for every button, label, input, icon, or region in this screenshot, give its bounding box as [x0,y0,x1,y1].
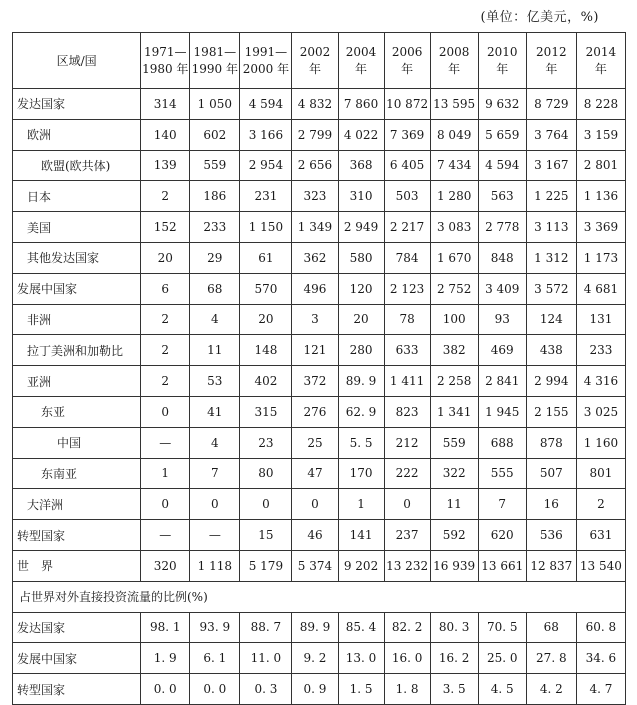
period-header [526,33,576,89]
period-header-line: 年 [355,61,368,76]
table-cell: 2 [141,304,190,335]
table-cell: 3 159 [576,119,625,150]
table-cell: 536 [526,520,576,551]
table-cell: 2 841 [478,366,526,397]
table-cell: 7 [478,489,526,520]
row-label: 中国 [13,427,141,458]
table-cell: 237 [384,520,430,551]
table-cell: 100 [430,304,478,335]
table-cell: 131 [576,304,625,335]
row-label: 世 界 [13,550,141,581]
table-cell: 13 661 [478,550,526,581]
table-cell: 3 764 [526,119,576,150]
table-cell: 9. 2 [292,643,338,674]
table-cell: 2 [141,366,190,397]
period-header-line: 2012 [536,44,567,59]
period-header [240,33,292,89]
table-cell: 233 [576,335,625,366]
table-cell: 34. 6 [576,643,625,674]
table-cell: 1 341 [430,396,478,427]
row-label: 发达国家 [13,89,141,120]
row-label: 其他发达国家 [13,242,141,273]
period-header-line: 年 [594,61,607,76]
period-header-line: 2010 [486,44,518,59]
table-cell: 12 837 [526,550,576,581]
table-cell: 139 [141,150,190,181]
table-cell: 13. 0 [338,643,384,674]
table-row [13,427,626,458]
row-label: 欧洲 [13,119,141,150]
table-cell: 1 160 [576,427,625,458]
table-cell: 559 [430,427,478,458]
table-body [13,89,626,705]
region-header: 区域/国 [13,33,141,89]
table-cell: 320 [141,550,190,581]
table-cell: 93 [478,304,526,335]
table-cell: 88. 7 [240,612,292,643]
table-cell: 570 [240,273,292,304]
table-cell: 13 232 [384,550,430,581]
table-cell: 503 [384,181,430,212]
table-cell: 20 [338,304,384,335]
table-cell: 82. 2 [384,612,430,643]
table-row [13,520,626,551]
period-header-line: 2004 [345,44,377,59]
row-label: 发展中国家 [13,273,141,304]
table-cell: 4. 7 [576,674,625,705]
table-cell: 10 872 [384,89,430,120]
table-cell: 0 [141,489,190,520]
table-cell: 314 [141,89,190,120]
table-cell: 6. 1 [190,643,240,674]
table-cell: 507 [526,458,576,489]
table-cell: 1 312 [526,242,576,273]
table-cell: 438 [526,335,576,366]
table-cell: 3 [292,304,338,335]
table-cell: 1. 5 [338,674,384,705]
period-header-line: 2006 [391,44,423,59]
table-cell: 382 [430,335,478,366]
table-cell: 8 228 [576,89,625,120]
table-row [13,150,626,181]
period-header [576,33,625,89]
table-cell: 25 [292,427,338,458]
table-cell: 93. 9 [190,612,240,643]
period-header-line: 年 [308,61,321,76]
table-cell: — [141,427,190,458]
table-cell: 62. 9 [338,396,384,427]
period-header-line: 年 [448,61,461,76]
period-header-line: 1991— [244,44,288,59]
table-cell: 362 [292,242,338,273]
table-cell: 4. 2 [526,674,576,705]
table-cell: 3 113 [526,212,576,243]
table-cell: 8 729 [526,89,576,120]
table-cell: 29 [190,242,240,273]
table-cell: 2 949 [338,212,384,243]
table-row [13,366,626,397]
table-cell: 1. 9 [141,643,190,674]
table-cell: 1 280 [430,181,478,212]
table-cell: 1 136 [576,181,625,212]
row-label: 东亚 [13,396,141,427]
table-cell: 7 [190,458,240,489]
table-cell: 23 [240,427,292,458]
period-header-line: 2000 年 [242,61,290,76]
table-cell: 7 860 [338,89,384,120]
row-label: 发展中国家 [13,643,141,674]
row-label: 欧盟(欧共体) [13,150,141,181]
share-section-title: 占世界对外直接投资流量的比例(%) [13,581,626,612]
table-cell: 5. 5 [338,427,384,458]
table-cell: 4 832 [292,89,338,120]
table-cell: 368 [338,150,384,181]
table-cell: 5 179 [240,550,292,581]
table-cell: 0 [190,489,240,520]
table-cell: 3 083 [430,212,478,243]
table-cell: 4 316 [576,366,625,397]
table-cell: 0. 9 [292,674,338,705]
unit-note: (单位：亿美元，%) [480,10,599,25]
row-label: 转型国家 [13,674,141,705]
table-cell: 41 [190,396,240,427]
table-row [13,273,626,304]
table-cell: 5 659 [478,119,526,150]
table-cell: 1 945 [478,396,526,427]
table-cell: 322 [430,458,478,489]
table-cell: 16. 2 [430,643,478,674]
table-cell: 68 [190,273,240,304]
table-cell: 3 572 [526,273,576,304]
table-cell: 4 594 [478,150,526,181]
table-cell: 46 [292,520,338,551]
table-cell: 61 [240,242,292,273]
table-cell: 1 411 [384,366,430,397]
table-cell: 152 [141,212,190,243]
table-cell: 89. 9 [292,612,338,643]
period-header [478,33,526,89]
table-cell: 2 954 [240,150,292,181]
table-cell: 276 [292,396,338,427]
table-cell: 7 434 [430,150,478,181]
table-cell: 2 258 [430,366,478,397]
table-cell: 16. 0 [384,643,430,674]
fdi-outflow-table [12,32,626,705]
period-header-line: 1971— [143,44,187,59]
table-cell: 6 [141,273,190,304]
table-cell: 9 632 [478,89,526,120]
table-cell: 98. 1 [141,612,190,643]
table-cell: 0 [384,489,430,520]
period-header [338,33,384,89]
period-header-line: 1990 年 [191,61,238,76]
table-cell: 592 [430,520,478,551]
table-cell: 15 [240,520,292,551]
table-cell: 2 [576,489,625,520]
table-cell: — [141,520,190,551]
table-row [13,550,626,581]
table-cell: 25. 0 [478,643,526,674]
table-cell: 231 [240,181,292,212]
table-cell: 2 155 [526,396,576,427]
table-cell: 0. 3 [240,674,292,705]
table-cell: 13 540 [576,550,625,581]
table-cell: 140 [141,119,190,150]
table-cell: 2 217 [384,212,430,243]
period-header [292,33,338,89]
table-cell: 1 118 [190,550,240,581]
table-cell: 848 [478,242,526,273]
table-row [13,304,626,335]
period-header [384,33,430,89]
table-cell: 496 [292,273,338,304]
table-cell: 620 [478,520,526,551]
table-cell: 222 [384,458,430,489]
table-cell: 280 [338,335,384,366]
row-label: 拉丁美洲和加勒比 [13,335,141,366]
table-cell: 6 405 [384,150,430,181]
table-cell: 1 670 [430,242,478,273]
table-cell: 4 681 [576,273,625,304]
period-header-line: 2008 [438,44,470,59]
table-cell: 784 [384,242,430,273]
table-cell: 11 [190,335,240,366]
table-cell: 688 [478,427,526,458]
share-section-row [13,581,626,612]
table-cell: 11 [430,489,478,520]
table-row [13,119,626,150]
table-cell: 16 [526,489,576,520]
table-row [13,396,626,427]
period-header-line: 1981— [193,44,237,59]
row-label: 东南亚 [13,458,141,489]
table-cell: 4 [190,304,240,335]
table-cell: 85. 4 [338,612,384,643]
table-cell: 186 [190,181,240,212]
period-header-line: 年 [545,61,558,76]
table-cell: 3 369 [576,212,625,243]
table-cell: 3 166 [240,119,292,150]
table-cell: 1 349 [292,212,338,243]
table-cell: 124 [526,304,576,335]
table-cell: 878 [526,427,576,458]
table-cell: 602 [190,119,240,150]
table-cell: 315 [240,396,292,427]
table-cell: 13 595 [430,89,478,120]
table-cell: 402 [240,366,292,397]
table-cell: 68 [526,612,576,643]
header-row [13,33,626,89]
table-row [13,89,626,120]
table-cell: 4. 5 [478,674,526,705]
table-cell: 801 [576,458,625,489]
row-label: 转型国家 [13,520,141,551]
table-cell: 170 [338,458,384,489]
table-cell: 70. 5 [478,612,526,643]
table-cell: 2 799 [292,119,338,150]
table-cell: 563 [478,181,526,212]
table-cell: 3 167 [526,150,576,181]
table-cell: 2 994 [526,366,576,397]
table-cell: 53 [190,366,240,397]
table-cell: 1 225 [526,181,576,212]
period-header-line: 2014 [585,44,617,59]
table-cell: 3 025 [576,396,625,427]
table-cell: 0 [141,396,190,427]
table-row [13,181,626,212]
period-header-line: 1980 年 [142,61,189,76]
table-cell: 121 [292,335,338,366]
row-label: 亚洲 [13,366,141,397]
table-cell: 0. 0 [190,674,240,705]
table-cell: 60. 8 [576,612,625,643]
table-cell: 823 [384,396,430,427]
table-cell: 16 939 [430,550,478,581]
table-cell: 233 [190,212,240,243]
table-cell: 5 374 [292,550,338,581]
table-row [13,242,626,273]
table-cell: 559 [190,150,240,181]
table-cell: 2 801 [576,150,625,181]
period-header-line: 年 [496,61,509,76]
table-cell: 11. 0 [240,643,292,674]
table-row [13,335,626,366]
period-header [430,33,478,89]
table-cell: 148 [240,335,292,366]
table-cell: 2 123 [384,273,430,304]
table-cell: 212 [384,427,430,458]
table-cell: 80 [240,458,292,489]
table-row [13,458,626,489]
table-cell: 1 [141,458,190,489]
table-cell: 2 656 [292,150,338,181]
table-cell: — [190,520,240,551]
table-cell: 633 [384,335,430,366]
table-cell: 4 594 [240,89,292,120]
table-cell: 0 [240,489,292,520]
table-cell: 631 [576,520,625,551]
table-cell: 20 [240,304,292,335]
table-cell: 2 752 [430,273,478,304]
table-row [13,212,626,243]
table-cell: 1. 8 [384,674,430,705]
table-cell: 8 049 [430,119,478,150]
table-row [13,674,626,705]
period-header [141,33,190,89]
table-cell: 120 [338,273,384,304]
table-cell: 1 173 [576,242,625,273]
row-label: 美国 [13,212,141,243]
table-cell: 4 022 [338,119,384,150]
table-cell: 1 [338,489,384,520]
table-cell: 78 [384,304,430,335]
period-header-line: 2002 [299,44,331,59]
row-label: 日本 [13,181,141,212]
table-cell: 89. 9 [338,366,384,397]
table-cell: 310 [338,181,384,212]
table-cell: 2 [141,335,190,366]
table-cell: 141 [338,520,384,551]
table-cell: 1 050 [190,89,240,120]
table-cell: 2 [141,181,190,212]
period-header [190,33,240,89]
table-cell: 1 150 [240,212,292,243]
table-cell: 27. 8 [526,643,576,674]
table-cell: 47 [292,458,338,489]
table-cell: 555 [478,458,526,489]
table-row [13,612,626,643]
table-row [13,643,626,674]
period-header-line: 年 [401,61,414,76]
table-cell: 3. 5 [430,674,478,705]
table-cell: 372 [292,366,338,397]
row-label: 非洲 [13,304,141,335]
table-cell: 4 [190,427,240,458]
row-label: 大洋洲 [13,489,141,520]
table-cell: 580 [338,242,384,273]
table-cell: 3 409 [478,273,526,304]
table-cell: 2 778 [478,212,526,243]
table-cell: 7 369 [384,119,430,150]
table-cell: 0 [292,489,338,520]
table-cell: 80. 3 [430,612,478,643]
table-cell: 9 202 [338,550,384,581]
row-label: 发达国家 [13,612,141,643]
table-cell: 323 [292,181,338,212]
table-cell: 0. 0 [141,674,190,705]
table-cell: 469 [478,335,526,366]
table-cell: 20 [141,242,190,273]
table-row [13,489,626,520]
